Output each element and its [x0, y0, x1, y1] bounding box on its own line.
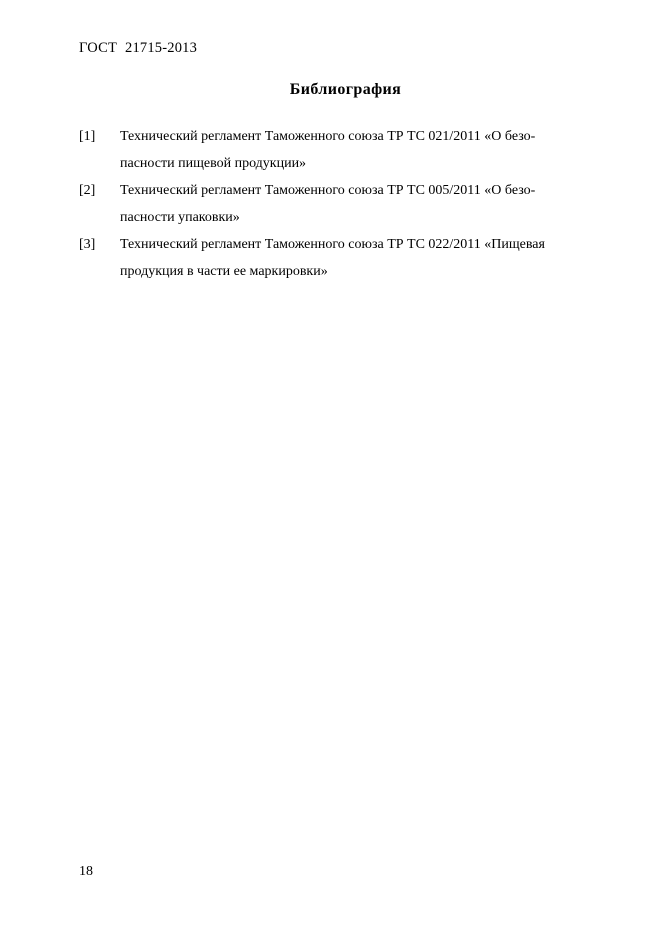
entry-number: [2] — [79, 183, 96, 198]
entry-text: Технический регламент Таможенного союза ТР ТС 005/2011 «О безо- пасности упаковки» — [120, 183, 536, 225]
bibliography-entry — [79, 177, 599, 231]
bibliography-list — [79, 123, 599, 285]
entry-text: Технический регламент Таможенного союза ТР ТС 021/2011 «О безо- пасности пищевой продукции» — [120, 129, 536, 171]
page-number: 18 — [79, 864, 93, 879]
entry-number: [1] — [79, 129, 96, 144]
entry-number: [3] — [79, 237, 96, 252]
standard-code: 21715-2013 — [125, 40, 198, 56]
entry-text: Технический регламент Таможенного союза ТР ТС 022/2011 «Пищевая продукция в части ее маркировки» — [120, 237, 545, 279]
page-title: Библиография — [289, 81, 402, 98]
standard-label: ГОСТ — [79, 40, 117, 56]
bibliography-entry — [79, 231, 599, 285]
document-header — [79, 40, 197, 57]
bibliography-entry — [79, 123, 599, 177]
